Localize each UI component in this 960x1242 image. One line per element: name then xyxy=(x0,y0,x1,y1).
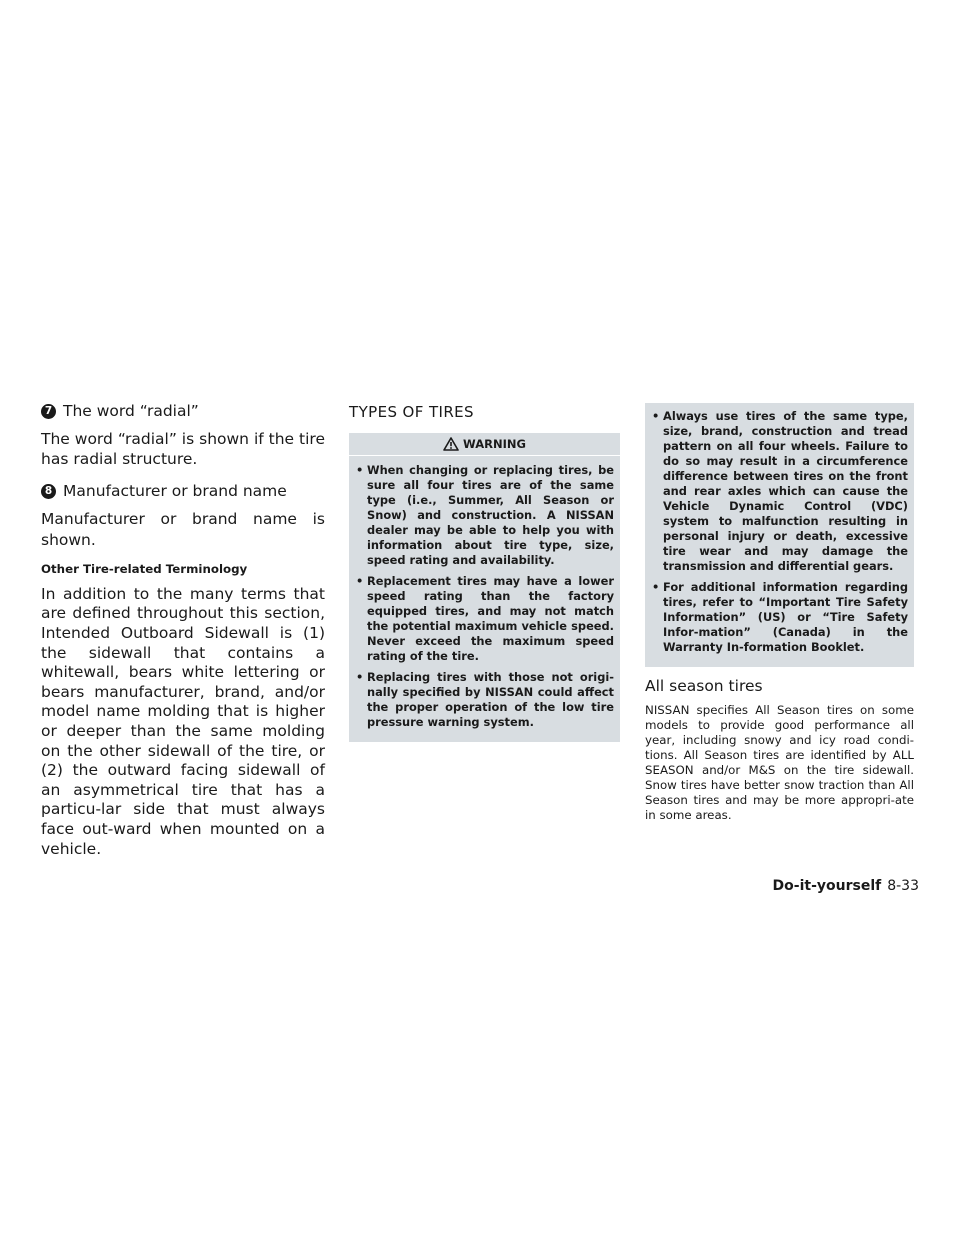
warning-item: • Always use tires of the same type, size, brand, construction and tread pattern on all four wheels. Failure to do so may result in a circumference difference between tires on the front and rear axles which can cause the Vehicle Dynamic Control (VDC) system to malfunction resulting in personal injury or death, excessive tire wear and may damage the transmission and differential gears. xyxy=(652,409,908,574)
warning-box xyxy=(349,433,620,742)
page-footer xyxy=(773,878,919,894)
item-8-body: Manufacturer or brand name is shown. xyxy=(41,510,325,549)
warning-box-continued xyxy=(645,403,914,667)
column-left xyxy=(41,401,325,859)
item-8-heading xyxy=(41,481,325,501)
terminology-body: In addition to the many terms that are defined throughout this section, Intended Outboard Sidewall is (1) the sidewall that contains a whitewall, bears white lettering or bears manufacturer, brand, and/or model name molding that is higher or deeper than the same molding on the other sidewall of the tire, or (2) the outward facing sidewall of an asymmetrical tire that has a particu-lar side that must always face out-ward when mounted on a vehicle. xyxy=(41,584,325,858)
item-7-heading xyxy=(41,401,325,421)
column-middle xyxy=(349,403,620,742)
warning-header xyxy=(349,433,620,456)
warning-list xyxy=(349,456,620,730)
warning-triangle-icon xyxy=(443,437,459,451)
warning-label: WARNING xyxy=(463,437,526,451)
footer-section-name: Do-it-yourself xyxy=(772,878,882,894)
section-title: TYPES OF TIRES xyxy=(349,403,474,421)
item-7-label: The word “radial” xyxy=(63,402,199,420)
subsection-title: All season tires xyxy=(645,677,763,695)
warning-item: • Replacing tires with those not origi-nally specified by NISSAN could affect the proper operation of the low tire pressure warning system. xyxy=(356,670,614,730)
all-season-body: NISSAN specifies All Season tires on some models to provide good performance all year, including snowy and icy road condi-tions. All Season tires are identified by ALL SEASON and/or M&S on the tire sidewall. Snow tires have better snow traction than All Season tires and may be more appropri-ate in some areas. xyxy=(645,703,914,822)
warning-item: • Replacement tires may have a lower speed rating than the factory equipped tires, and may not match the potential maximum vehicle speed. Never exceed the maximum speed rating of the tire. xyxy=(356,574,614,664)
item-7-body: The word “radial” is shown if the tire has radial structure. xyxy=(41,430,325,469)
warning-item: • When changing or replacing tires, be sure all four tires are of the same type (i.e., Summer, All Season or Snow) and construction. A NISSAN dealer may be able to help you with information about tire type, size, speed rating and availability. xyxy=(356,463,614,568)
page-number: 8-33 xyxy=(887,878,919,894)
item-8-label: Manufacturer or brand name xyxy=(63,482,287,501)
warning-list-continued xyxy=(645,403,914,655)
terminology-subheading: Other Tire-related Terminology xyxy=(41,561,248,576)
circled-number-7-icon: 7 xyxy=(41,404,56,419)
column-right xyxy=(645,403,914,823)
circled-number-8-icon: 8 xyxy=(41,484,56,499)
warning-item: • For additional information regarding tires, refer to “Important Tire Safety Information” (US) or “Tire Safety Infor-mation” (Canada) in the Warranty In-formation Booklet. xyxy=(652,580,908,655)
